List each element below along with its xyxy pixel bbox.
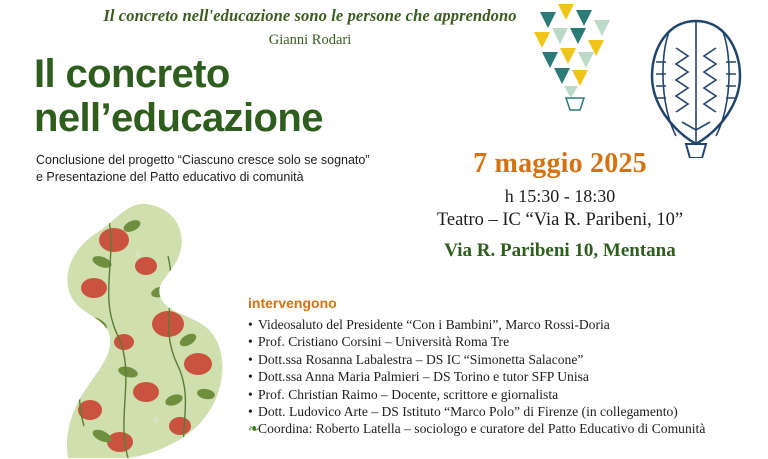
bullet-icon: • bbox=[248, 351, 253, 367]
title-line-1: Il concreto bbox=[34, 52, 230, 96]
speakers-heading: intervengono bbox=[248, 295, 337, 311]
speaker-label: Videosaluto del Presidente “Con i Bambini”, Marco Rossi-Doria bbox=[258, 317, 610, 332]
speaker-label: Coordina: Roberto Latella – sociologo e curatore del Patto Educativo di Comunità bbox=[258, 421, 706, 437]
speaker-label: Dott.ssa Anna Maria Palmieri – DS Torino e tutor SFP Unisa bbox=[258, 369, 589, 385]
subtitle-line-2: e Presentazione del Patto educativo di comunità bbox=[36, 170, 304, 184]
bullet-icon: • bbox=[248, 404, 253, 420]
speakers-list bbox=[248, 316, 760, 438]
list-item bbox=[248, 368, 760, 385]
patterned-balloon-icon bbox=[646, 18, 746, 158]
bullet-icon: • bbox=[248, 369, 253, 385]
quote-text: Il concreto nell'educazione sono le persone che apprendono bbox=[103, 6, 517, 25]
bullet-icon: • bbox=[248, 317, 253, 332]
subtitle-line-1: Conclusione del progetto “Ciascuno cresce solo se sognato” bbox=[36, 153, 370, 167]
bullet-icon: • bbox=[248, 334, 253, 350]
event-address: Via R. Paribeni 10, Mentana bbox=[444, 240, 676, 261]
quote-author: Gianni Rodari bbox=[268, 32, 352, 48]
speaker-label: Prof. Cristiano Corsini – Università Roma Tre bbox=[258, 334, 510, 350]
page-title bbox=[34, 52, 454, 140]
speaker-label: Prof. Christian Raimo – Docente, scrittore e giornalista bbox=[258, 386, 559, 402]
list-item bbox=[248, 403, 760, 420]
speaker-label: Dott. Ludovico Arte – DS Istituto “Marco Polo” di Firenze (in collegamento) bbox=[258, 404, 678, 420]
list-item bbox=[248, 351, 760, 368]
event-time: h 15:30 - 18:30 bbox=[504, 186, 616, 206]
event-venue: Teatro – IC “Via R. Paribeni, 10” bbox=[436, 210, 684, 230]
bullet-icon: • bbox=[248, 386, 253, 402]
floral-figure-illustration bbox=[28, 196, 248, 459]
list-item bbox=[248, 333, 760, 350]
speaker-label: Dott.ssa Rosanna Labalestra – DS IC “Simonetta Salacone” bbox=[258, 351, 584, 367]
title-line-2: nell’educazione bbox=[34, 96, 323, 140]
list-item bbox=[248, 316, 760, 333]
list-item-coordinator bbox=[248, 420, 760, 437]
leaf-bullet-icon: ❧ bbox=[248, 421, 260, 437]
event-date: 7 maggio 2025 bbox=[473, 148, 647, 179]
page-subtitle bbox=[36, 152, 436, 186]
list-item bbox=[248, 386, 760, 403]
